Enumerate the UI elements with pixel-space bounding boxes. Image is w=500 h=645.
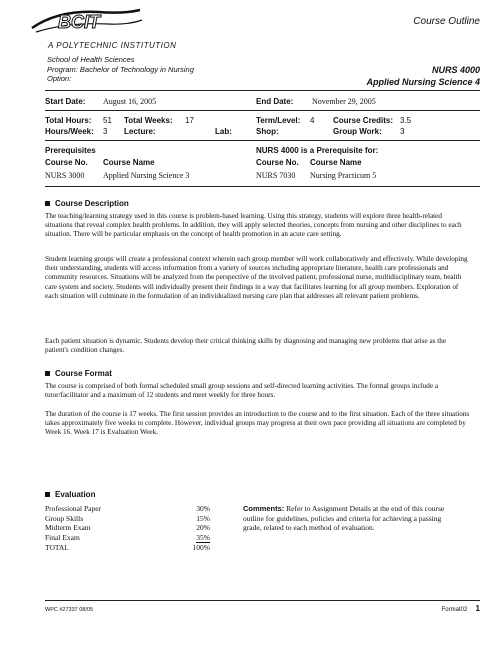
term-label: Term/Level: — [256, 116, 301, 125]
col-course-no: Course No. — [256, 158, 299, 167]
bullet-icon — [45, 371, 50, 376]
evaluation-comments — [243, 504, 458, 533]
comments-text: Refer to Assignment Details at the end of this course outline for guidelines, policies and criteria for achieving a passing grade, related to each method of evaluation. — [243, 504, 445, 532]
divider — [45, 90, 480, 91]
bcit-logo — [28, 6, 148, 36]
description-paragraph-3: Each patient situation is dynamic. Students develop their critical thinking skills by diagnosing and managing new problems that arise as the patient's condition changes. — [45, 337, 447, 355]
school-name: School of Health Sciences — [47, 55, 135, 64]
group-work-value: 3 — [400, 127, 405, 136]
format-paragraph-2: The duration of the course is 17 weeks. The first session provides an introduction to the course and to the first situation. Each of the three situations takes approximately five weeks to complete. However, individual groups may progress at their own pace providing all situations are completed by Week 16. Week 17 is Evaluation Week. — [45, 410, 470, 437]
evaluation-row: Midterm Exam 20% — [45, 523, 210, 532]
bullet-icon — [45, 492, 50, 497]
divider — [45, 110, 480, 111]
comments-label: Comments: — [243, 504, 285, 513]
evaluation-total-row: TOTAL 100% — [45, 543, 210, 552]
footer-page — [442, 604, 480, 613]
evaluation-table — [45, 504, 210, 553]
evaluation-row: Professional Paper 30% — [45, 504, 210, 513]
hours-week-label: Hours/Week: — [45, 127, 94, 136]
evaluation-heading: Evaluation — [45, 490, 95, 499]
col-course-no: Course No. — [45, 158, 88, 167]
program-name: Program: Bachelor of Technology in Nursing — [47, 64, 194, 74]
description-paragraph-1: The teaching/learning strategy used in this course is problem-based learning. Using this strategy, students will explore three health-related situations that reveal complex health problems. In addition, they will apply selected theories, concepts from nursing and other disciplines to each situation. There will be particular emphasis on the concept of health promotion in an acute care setting. — [45, 212, 462, 239]
next-course-name: Nursing Practicum 5 — [310, 171, 377, 180]
course-format-heading: Course Format — [45, 369, 112, 378]
term-value: 4 — [310, 116, 315, 125]
evaluation-row: Group Skills 15% — [45, 513, 210, 523]
col-course-name: Course Name — [310, 158, 362, 167]
document-title: Course Outline — [413, 16, 480, 27]
divider — [45, 186, 480, 187]
option-label: Option: — [47, 74, 72, 83]
shop-label: Shop: — [256, 127, 279, 136]
format-label: Format02 — [441, 607, 468, 613]
prerequisite-for-heading: NURS 4000 is a Prerequisite for: — [256, 146, 379, 155]
footer-reference: WPC #27337 08/05 — [45, 607, 94, 613]
prereq-course-name: Applied Nursing Science 3 — [103, 171, 190, 180]
svg-text:BCIT: BCIT — [58, 12, 100, 32]
end-date-value: November 29, 2005 — [312, 97, 376, 106]
col-course-name: Course Name — [103, 158, 155, 167]
prereq-course-no: NURS 3000 — [45, 171, 85, 180]
credits-value: 3.5 — [400, 116, 412, 125]
evaluation-row: Final Exam 35% — [45, 532, 210, 542]
hours-week-value: 3 — [103, 127, 108, 136]
start-date-label: Start Date: — [45, 97, 86, 106]
page-number: 1 — [475, 604, 480, 613]
end-date-label: End Date: — [256, 97, 294, 106]
lab-label: Lab: — [215, 127, 232, 136]
bullet-icon — [45, 201, 50, 206]
format-paragraph-1: The course is comprised of both formal scheduled small group sessions and self-directed learning activities. The formal groups include a tutor/facilitator and a maximum of 12 students and meet weekly for three hours. — [45, 382, 439, 400]
tagline: A POLYTECHNIC INSTITUTION — [48, 41, 177, 50]
credits-label: Course Credits: — [333, 116, 394, 125]
lecture-label: Lecture: — [124, 127, 156, 136]
group-work-label: Group Work: — [333, 127, 382, 136]
divider — [45, 140, 480, 141]
total-hours-label: Total Hours: — [45, 116, 92, 125]
total-weeks-value: 17 — [185, 116, 194, 125]
footer-divider — [45, 600, 480, 601]
course-title: Applied Nursing Science 4 — [366, 77, 480, 87]
course-description-heading: Course Description — [45, 199, 129, 208]
description-paragraph-2: Student learning groups will create a professional context wherein each group member will work collaboratively and effectively. While developing their understanding, students will access information from a variety of sources including appropriate literature, health care professionals and community resources. Situations will be analyzed from the perspective of the involved patient, professional nurse, multidisciplinary team, health care system and society. Students will individually present their findings in a way that facilitates learning for all group members. Exploration of each situation will culminate in the formulation of an individualized nursing care plan that addresses all relevant patient problems. — [45, 255, 468, 300]
school-info — [47, 55, 194, 84]
start-date-value: August 16, 2005 — [103, 97, 157, 106]
course-code: NURS 4000 — [431, 65, 480, 75]
prerequisites-heading: Prerequisites — [45, 146, 96, 155]
next-course-no: NURS 7030 — [256, 171, 296, 180]
total-hours-value: 51 — [103, 116, 112, 125]
total-weeks-label: Total Weeks: — [124, 116, 173, 125]
